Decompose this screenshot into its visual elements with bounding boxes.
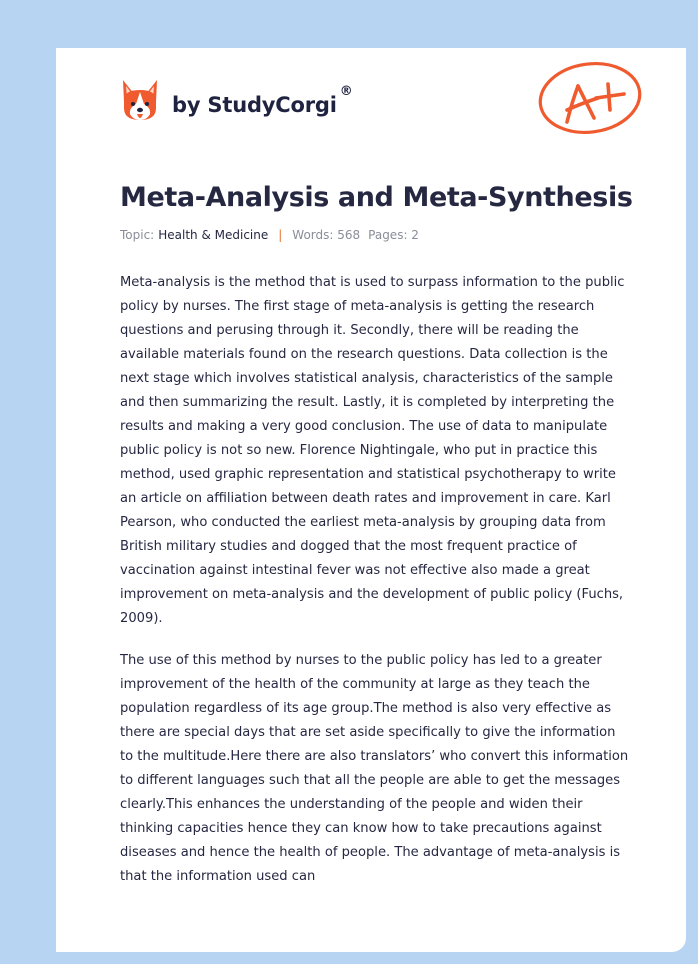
word-count: Words: 568 <box>292 228 361 242</box>
topic-label: Topic: <box>120 228 155 242</box>
registered-mark: ® <box>339 83 353 99</box>
meta-separator: | <box>278 228 283 242</box>
a-plus-grade-icon <box>534 58 646 138</box>
page-header <box>120 76 650 166</box>
document-body <box>120 271 632 907</box>
brand-name: by StudyCorgi <box>172 93 337 117</box>
page-count: Pages: 2 <box>368 228 419 242</box>
document-title: Meta-Analysis and Meta-Synthesis <box>120 182 633 213</box>
studycorgi-logo[interactable] <box>120 76 353 126</box>
document-page <box>56 48 686 952</box>
paragraph: Meta-analysis is the method that is used to surpass information to the public policy by nurses. The first stage of meta-analysis is getting the research questions and perusing through it. Secondly, there will be reading the available materials found on the research questions. Data collection is the next stage which involves statistical analysis, characteristics of the sample and then summarizing the result. Lastly, it is completed by interpreting the results and making a very good conclusion. The use of data to manipulate public policy is not so new. Florence Nightingale, who put in practice this method, used graphic representation and statistical psychotherapy to write an article on affiliation between death rates and improvement in care. Karl Pearson, who conducted the earliest meta-analysis by grouping data from British military studies and dogged that the most frequent practice of vaccination against intestinal fever was not effective also made a great improvement on meta-analysis and the development of public policy (Fuchs, 2009). <box>120 275 625 626</box>
corgi-icon <box>120 78 160 124</box>
document-meta <box>120 228 419 242</box>
topic-link[interactable]: Health & Medicine <box>158 228 269 242</box>
paragraph: The use of this method by nurses to the public policy has led to a greater improvement of the health of the community at large as they teach the population regardless of its age group.The method is also very effective as there are special days that are set aside specifically to give the information to the multitude.Here there are also translators’ who convert this information to different languages such that all the people are able to get the messages clearly.This enhances the understanding of the people and widen their thinking capacities hence they can know how to take precautions against diseases and hence the health of people. The advantage of meta-analysis is that the information used can <box>120 653 629 884</box>
